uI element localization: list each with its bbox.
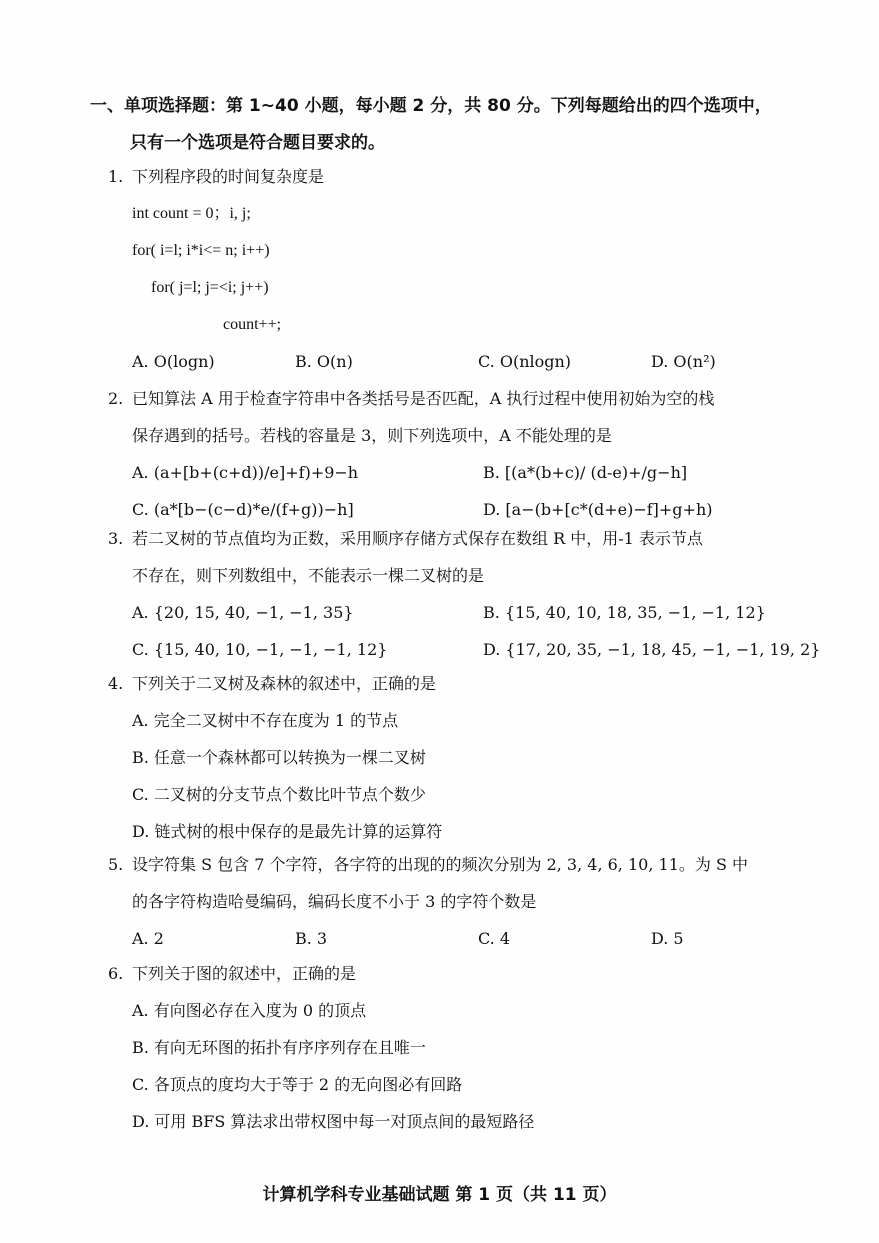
option-c: C. 各顶点的度均大于等于 2 的无向图必有回路: [132, 1075, 463, 1094]
option-b: B. [(a*(b+c)/ (d-e)+/g−h]: [483, 463, 688, 482]
option-a: A. {20, 15, 40, −1, −1, 35}: [132, 603, 354, 622]
option-d: D. 链式树的根中保存的是最先计算的运算符: [132, 822, 443, 841]
option-a: A. (a+[b+(c+d))/e]+f)+9−h: [132, 463, 359, 482]
question-number: 4.: [108, 674, 124, 693]
code-line: int count = 0；i, j;: [132, 205, 251, 222]
question-number: 1.: [108, 167, 124, 186]
option-b: B. 有向无环图的拓扑有序序列存在且唯一: [132, 1038, 426, 1057]
option-b: B. 任意一个森林都可以转换为一棵二叉树: [132, 748, 426, 767]
question-number: 5.: [108, 855, 124, 874]
option-c: C. 4: [478, 929, 511, 948]
options-row: [108, 631, 821, 668]
question-stem-cont: 不存在，则下列数组中，不能表示一棵二叉树的是: [132, 566, 485, 585]
question-stem-cont: 的各字符构造哈曼编码，编码长度不小于 3 的字符个数是: [132, 892, 537, 911]
options-row: [108, 454, 788, 491]
option-d: D. [a−(b+[c*(d+e)−f]+g+h): [483, 500, 713, 519]
question-2: [108, 380, 788, 528]
question-5: [108, 846, 788, 957]
option-b: B. 3: [295, 929, 328, 948]
question-number: 2.: [108, 389, 124, 408]
option-d: D. 可用 BFS 算法求出带权图中每一对顶点间的最短路径: [132, 1112, 535, 1131]
option-d: D. 5: [651, 929, 684, 948]
code-line: for( j=l; j=<i; j++): [151, 279, 269, 296]
section-heading-line2: 只有一个选项是符合题目要求的。: [130, 133, 385, 153]
question-3: [108, 520, 821, 668]
page-footer: 计算机学科专业基础试题 第 1 页（共 11 页）: [262, 1185, 617, 1205]
section-heading: [90, 88, 790, 162]
question-4: [108, 665, 788, 850]
question-6: [108, 955, 788, 1140]
option-c: C. O(nlogn): [478, 352, 572, 371]
code-line: for( i=l; i*i<= n; i++): [132, 242, 270, 259]
option-c: C. 二叉树的分支节点个数比叶节点个数少: [132, 785, 426, 804]
question-stem: 下列程序段的时间复杂度是: [132, 167, 325, 186]
option-c: C. (a*[b−(c−d)*e/(f+g))−h]: [132, 500, 354, 519]
options-row: [108, 920, 788, 957]
code-line: count++;: [223, 316, 282, 333]
question-stem: 下列关于二叉树及森林的叙述中，正确的是: [132, 674, 437, 693]
question-stem: 下列关于图的叙述中，正确的是: [132, 964, 357, 983]
option-d: D. {17, 20, 35, −1, 18, 45, −1, −1, 19, 2}: [483, 640, 821, 659]
question-stem: 设字符集 S 包含 7 个字符，各字符的出现的的频次分别为 2, 3, 4, 6, 10, 11。为 S 中: [132, 855, 749, 874]
option-c: C. {15, 40, 10, −1, −1, −1, 12}: [132, 640, 388, 659]
section-heading-line1: 一、单项选择题：第 1~40 小题，每小题 2 分，共 80 分。下列每题给出的四个选项中，: [90, 96, 772, 116]
option-a: A. O(logn): [132, 352, 215, 371]
question-stem: 若二叉树的节点值均为正数，采用顺序存储方式保存在数组 R 中，用-1 表示节点: [132, 529, 703, 548]
option-b: B. O(n): [295, 352, 353, 371]
question-stem: 已知算法 A 用于检查字符串中各类括号是否匹配，A 执行过程中使用初始为空的栈: [132, 389, 715, 408]
options-row: [108, 343, 788, 380]
options-row: [108, 594, 788, 631]
option-a: A. 有向图必存在入度为 0 的顶点: [132, 1001, 367, 1020]
question-1: [108, 158, 788, 380]
question-number: 6.: [108, 964, 124, 983]
option-a: A. 2: [132, 929, 164, 948]
option-b: B. {15, 40, 10, 18, 35, −1, −1, 12}: [483, 603, 766, 622]
question-stem-cont: 保存遇到的括号。若栈的容量是 3，则下列选项中，A 不能处理的是: [132, 426, 612, 445]
option-d: D. O(n²): [651, 352, 716, 371]
question-number: 3.: [108, 529, 124, 548]
option-a: A. 完全二叉树中不存在度为 1 的节点: [132, 711, 399, 730]
